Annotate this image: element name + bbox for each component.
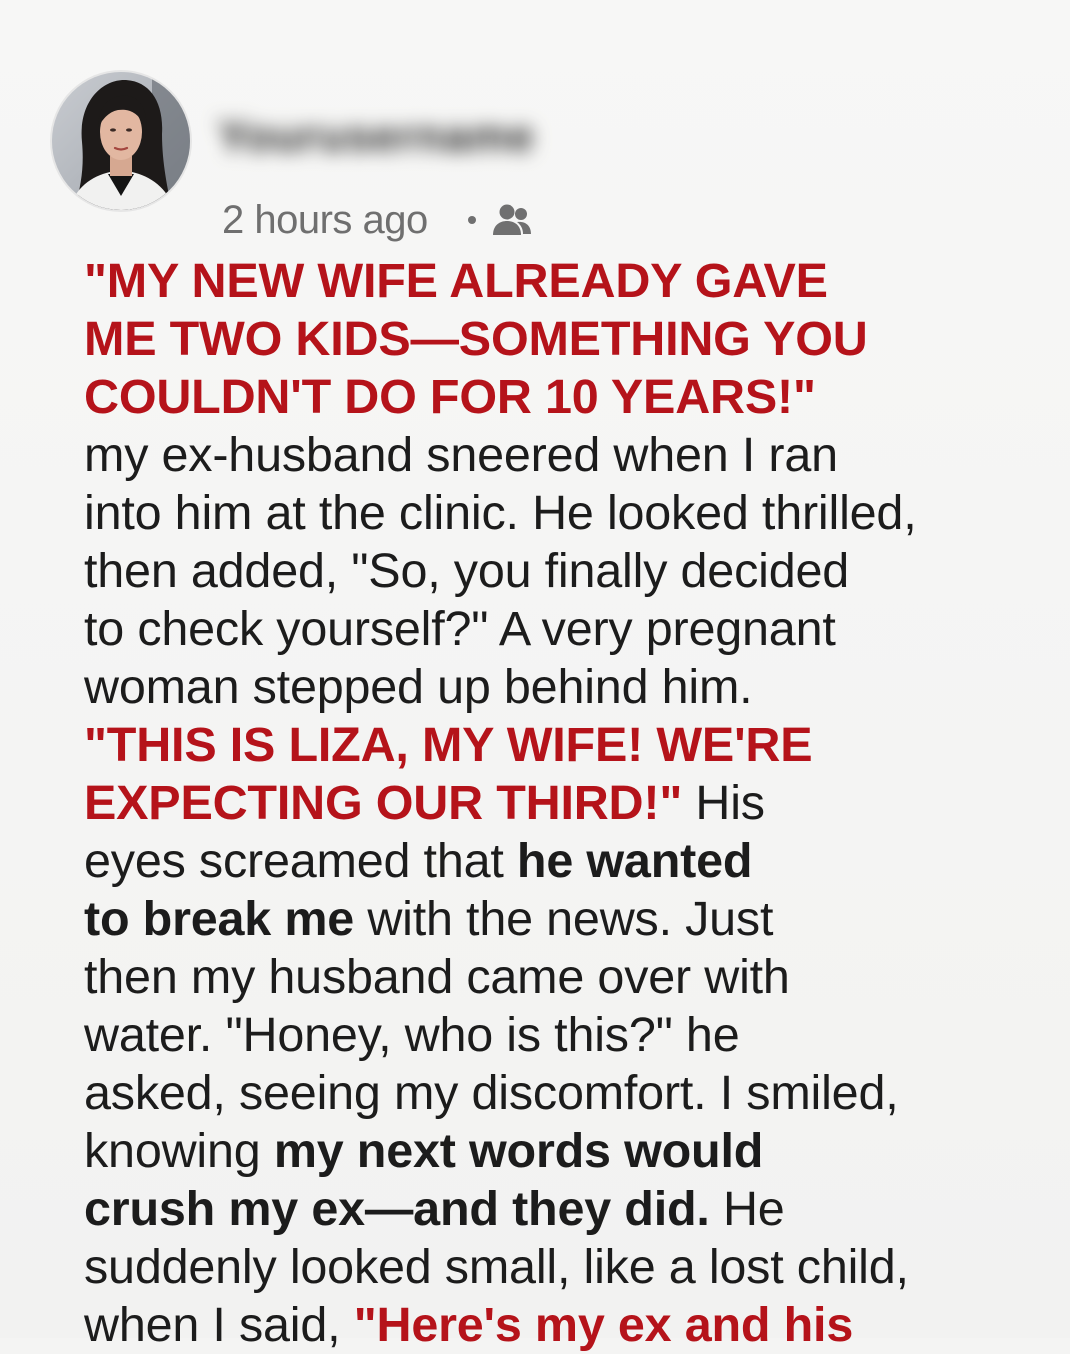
story-line — [84, 600, 1044, 658]
story-text: asked, seeing my discomfort. I smiled, — [84, 1066, 899, 1120]
avatar-portrait-image — [52, 72, 190, 210]
bold-phrase: my next words would — [273, 1124, 764, 1178]
story-line — [84, 1006, 1044, 1064]
bold-phrase: he wanted — [516, 834, 753, 888]
story-line — [84, 484, 1044, 542]
username-blurred[interactable] — [218, 112, 658, 168]
highlighted-quote: EXPECTING OUR THIRD!" — [84, 776, 683, 830]
story-text: His — [682, 776, 765, 830]
story-line — [84, 832, 1044, 890]
story-text: then my husband came over with — [84, 950, 790, 1004]
highlighted-quote: "Here's my ex and his — [353, 1298, 854, 1352]
friends-icon-svg — [490, 201, 534, 239]
username-text: Yourusername — [218, 112, 535, 161]
highlighted-quote: "THIS IS LIZA, MY WIFE! WE'RE — [84, 718, 813, 772]
story-line — [84, 1122, 1044, 1180]
profile-avatar[interactable] — [52, 72, 190, 210]
story-line — [84, 716, 1044, 774]
highlighted-quote: COULDN'T DO FOR 10 YEARS!" — [84, 370, 816, 424]
story-text: woman stepped up behind him. — [84, 660, 753, 714]
story-text: with the news. Just — [354, 892, 774, 946]
meta-separator-dot — [468, 216, 476, 224]
bold-phrase: crush my ex—and they did. — [84, 1182, 710, 1236]
story-line — [84, 252, 1044, 310]
story-text: knowing — [84, 1124, 274, 1178]
story-text: into him at the clinic. He looked thrilled, — [84, 486, 917, 540]
post-timestamp[interactable]: 2 hours ago — [222, 197, 428, 242]
story-line — [84, 542, 1044, 600]
bold-phrase: to break me — [84, 892, 355, 946]
story-text: when I said, — [84, 1298, 354, 1352]
story-line — [84, 1296, 1044, 1354]
story-line — [84, 948, 1044, 1006]
story-line — [84, 368, 1044, 426]
story-text: eyes screamed that — [84, 834, 517, 888]
highlighted-quote: ME TWO KIDS—SOMETHING YOU — [84, 312, 868, 366]
story-text: suddenly looked small, like a lost child, — [84, 1240, 909, 1294]
story-line — [84, 310, 1044, 368]
post-meta — [222, 198, 534, 242]
story-line — [84, 890, 1044, 948]
story-text: water. "Honey, who is this?" he — [84, 1008, 740, 1062]
story-text: to check yourself?" A very pregnant — [84, 602, 836, 656]
story-line — [84, 1064, 1044, 1122]
story-line — [84, 1238, 1044, 1296]
highlighted-quote: "MY NEW WIFE ALREADY GAVE — [84, 254, 828, 308]
post-body-text — [84, 252, 1044, 1354]
friends-icon[interactable] — [490, 201, 534, 239]
story-line — [84, 658, 1044, 716]
story-text: my ex-husband sneered when I ran — [84, 428, 838, 482]
story-text: He — [709, 1182, 785, 1236]
story-line — [84, 774, 1044, 832]
story-line — [84, 1180, 1044, 1238]
story-text: then added, "So, you finally decided — [84, 544, 850, 598]
story-line — [84, 426, 1044, 484]
